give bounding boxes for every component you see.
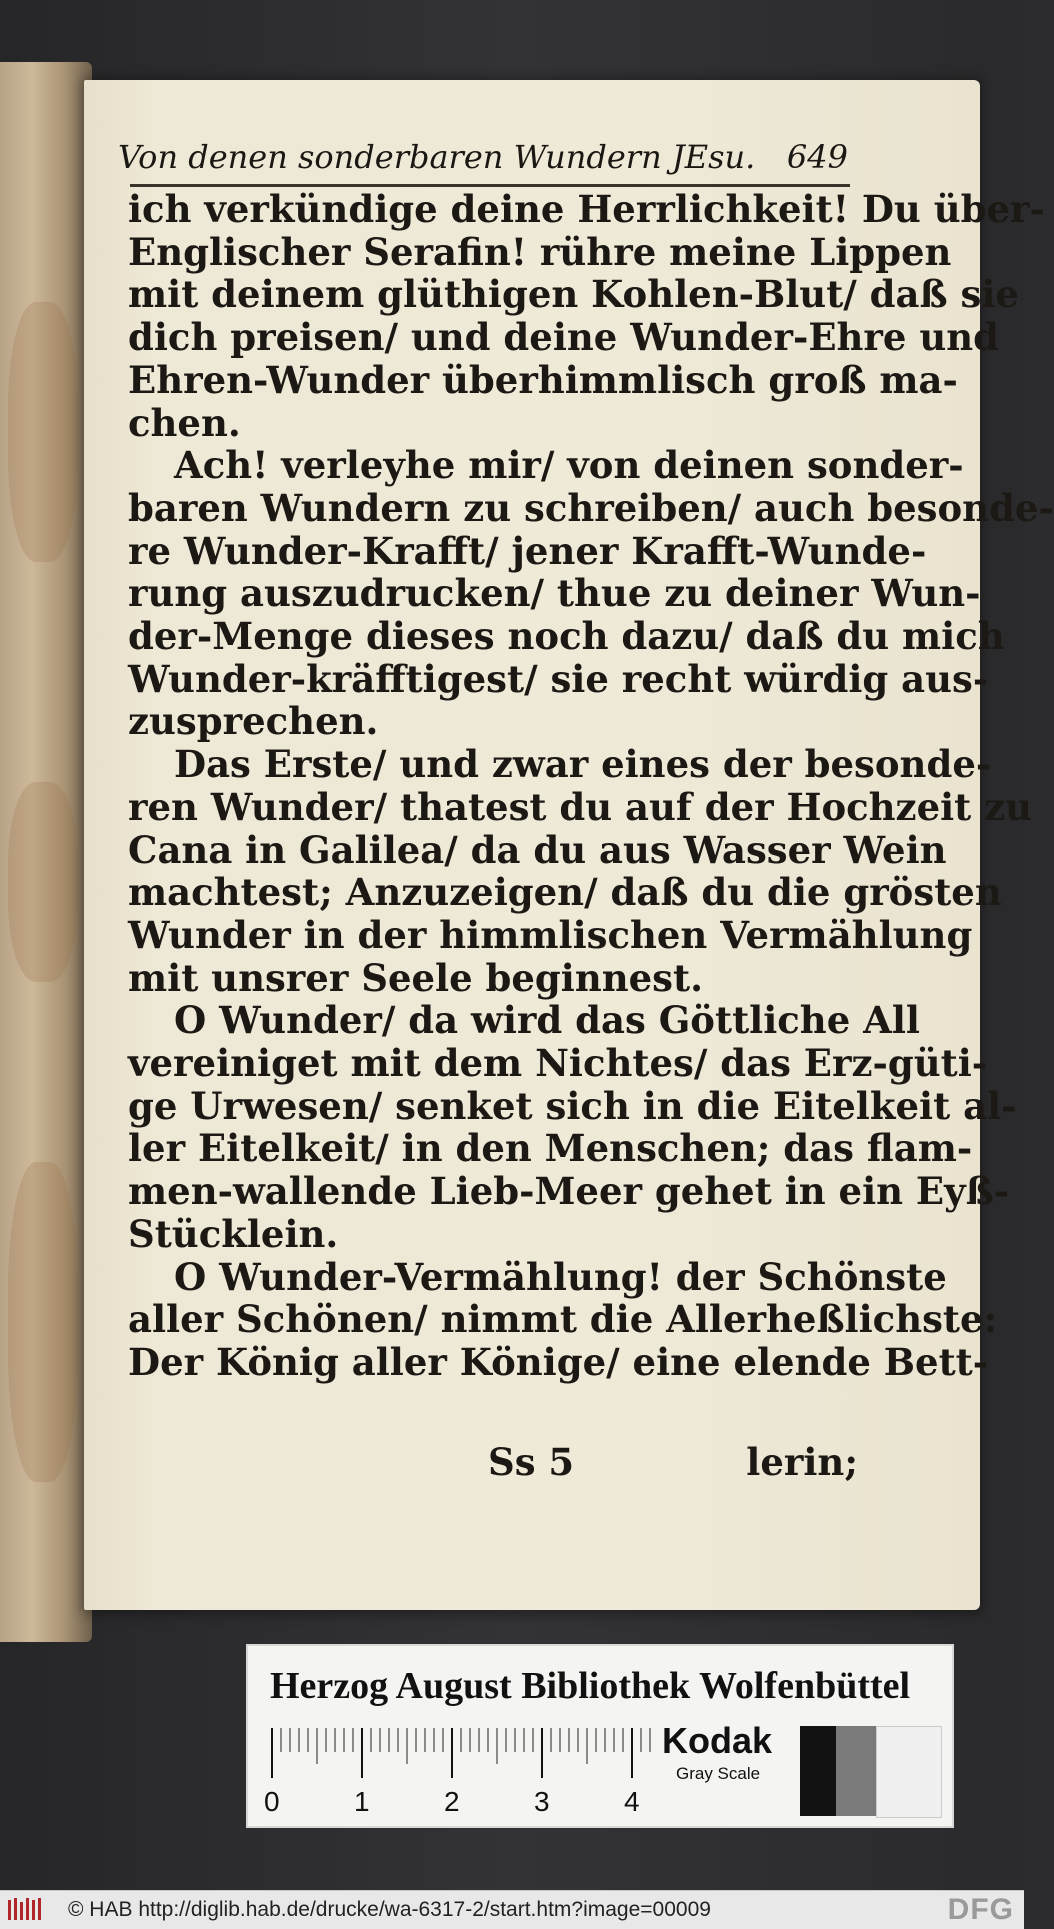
text-line: O Wunder/ da wird das Göttliche All bbox=[174, 998, 920, 1043]
body-text bbox=[128, 187, 1054, 1384]
viewer-footer bbox=[0, 1890, 1024, 1929]
ruler-label: 4 bbox=[624, 1786, 640, 1817]
kodak-brand: Kodak bbox=[662, 1720, 773, 1761]
running-head bbox=[118, 138, 848, 176]
ruler-label: 1 bbox=[354, 1786, 370, 1817]
running-head-title: Von denen sonderbaren Wundern JEsu. bbox=[118, 138, 756, 176]
text-line: ich verkündige deine Herrlichkeit! Du über- bbox=[128, 187, 1045, 231]
gray-swatch-mid bbox=[836, 1726, 876, 1816]
paper-stain bbox=[8, 782, 78, 982]
color-scale-target bbox=[246, 1644, 954, 1828]
text-line: der-Menge dieses noch dazu/ daß du mich bbox=[128, 614, 1005, 659]
ruler-label: 2 bbox=[444, 1786, 460, 1817]
text-line: Wunder-kräfftigest/ sie recht würdig aus- bbox=[128, 656, 989, 701]
text-line: Englischer Serafin! rühre meine Lippen bbox=[128, 229, 952, 274]
text-line: rung auszudrucken/ thue zu deiner Wun- bbox=[128, 571, 981, 616]
text-line: machtest; Anzuzeigen/ daß du die grösten bbox=[128, 870, 1002, 915]
text-line: Ehren-Wunder überhimmlisch groß ma- bbox=[128, 357, 958, 402]
text-line: Der König aller Könige/ eine elende Bett- bbox=[128, 1339, 989, 1384]
text-line: men-wallende Lieb-Meer gehet in ein Eyß- bbox=[128, 1169, 1010, 1214]
gray-swatch-black bbox=[800, 1726, 836, 1816]
signature-mark: Ss 5 bbox=[488, 1440, 575, 1484]
ruler-label: 0 bbox=[264, 1786, 280, 1817]
text-line: Das Erste/ und zwar eines der besonde- bbox=[174, 742, 992, 787]
ruler-label: 3 bbox=[534, 1786, 550, 1817]
text-line: chen. bbox=[128, 400, 241, 445]
text-line: Cana in Galilea/ da du aus Wasser Wein bbox=[128, 827, 947, 872]
text-line: ler Eitelkeit/ in den Menschen; das flam- bbox=[128, 1126, 973, 1171]
book-binding-edge bbox=[0, 62, 92, 1642]
page-number: 649 bbox=[786, 138, 848, 176]
paper-stain bbox=[8, 1162, 78, 1482]
text-line: zusprechen. bbox=[128, 699, 379, 744]
text-line: Ach! verleyhe mir/ von deinen sonder- bbox=[174, 443, 964, 488]
dfg-logo: DFG bbox=[947, 1893, 1014, 1926]
hab-logo-icon bbox=[6, 1896, 48, 1924]
text-line: aller Schönen/ nimmt die Allerheßlichste: bbox=[128, 1297, 998, 1342]
measurement-ruler bbox=[272, 1728, 662, 1788]
text-line: mit deinem glüthigen Kohlen-Blut/ daß sie bbox=[128, 272, 1019, 317]
text-line: Stücklein. bbox=[128, 1211, 339, 1256]
gray-scale-label: Gray Scale bbox=[676, 1764, 761, 1783]
library-name: Herzog August Bibliothek Wolfenbüttel bbox=[270, 1665, 911, 1707]
text-line: baren Wundern zu schreiben/ auch besonde- bbox=[128, 485, 1054, 530]
text-line: dich preisen/ und deine Wunder-Ehre und bbox=[128, 315, 1000, 360]
text-line: mit unsrer Seele beginnest. bbox=[128, 955, 703, 1000]
text-line: ge Urwesen/ senket sich in die Eitelkeit al- bbox=[128, 1083, 1017, 1128]
text-line: Wunder in der himmlischen Vermählung bbox=[128, 912, 973, 957]
text-line: ren Wunder/ thatest du auf der Hochzeit zu bbox=[128, 784, 1033, 829]
text-line: O Wunder-Vermählung! der Schönste bbox=[174, 1254, 947, 1299]
paper-stain bbox=[8, 302, 78, 562]
text-line: vereiniget mit dem Nichtes/ das Erz-güti- bbox=[128, 1041, 988, 1086]
copyright-link[interactable]: © HAB http://diglib.hab.de/drucke/wa-6317-2/start.htm?image=00009 bbox=[68, 1898, 711, 1921]
text-line: re Wunder-Krafft/ jener Krafft-Wunde- bbox=[128, 528, 927, 573]
catchword: lerin; bbox=[746, 1440, 858, 1484]
page-foot bbox=[128, 1440, 858, 1488]
gray-swatch-white bbox=[876, 1726, 942, 1818]
